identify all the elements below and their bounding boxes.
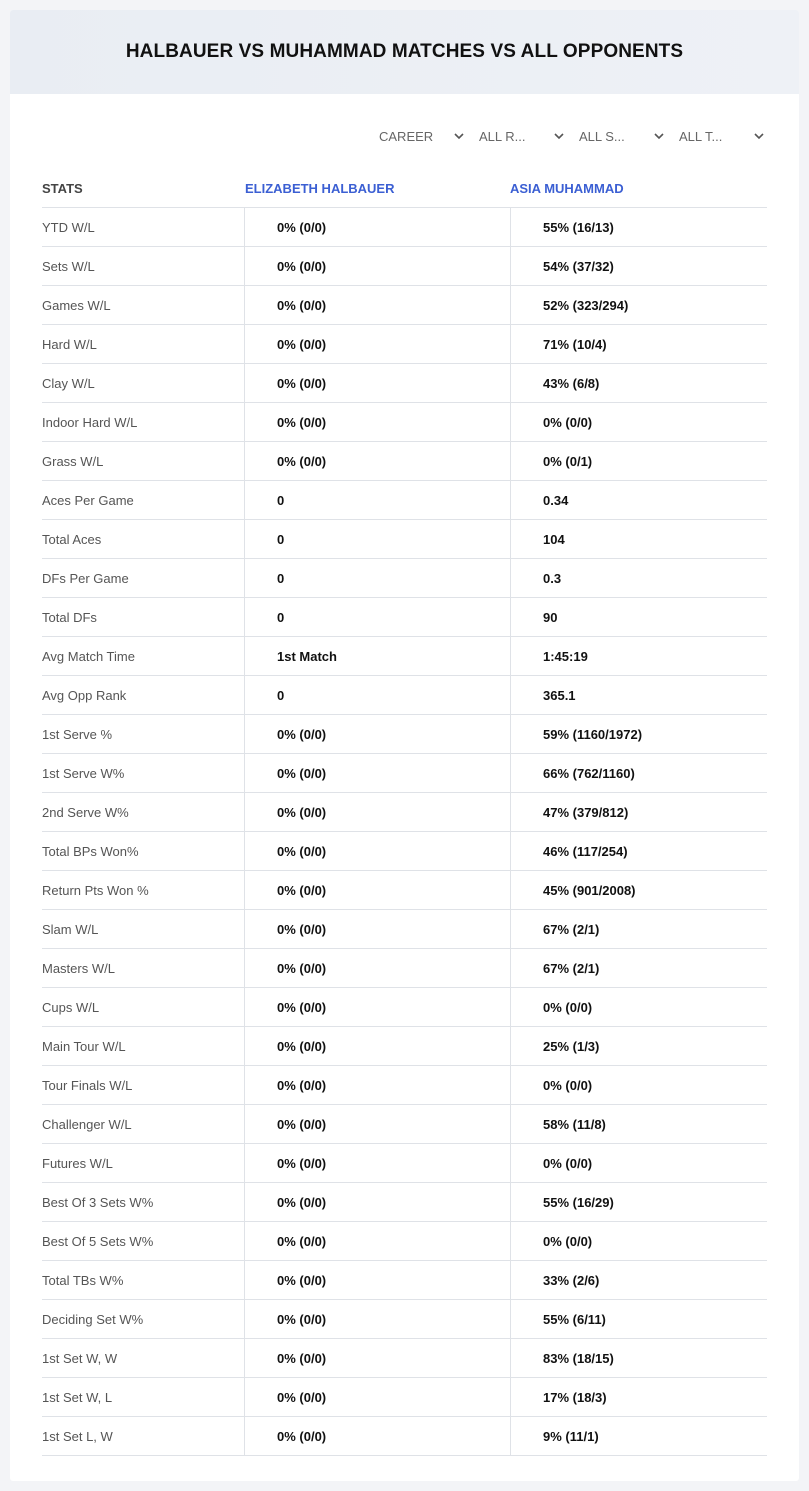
table-row: [42, 403, 767, 442]
player-1-value: 0% (0/0): [245, 832, 511, 870]
table-row: [42, 1417, 767, 1456]
player-1-value: 0% (0/0): [245, 286, 511, 324]
stat-label: Hard W/L: [42, 325, 245, 363]
table-row: [42, 754, 767, 793]
table-row: [42, 286, 767, 325]
stats-card: [10, 10, 799, 1481]
player-1-value: 0% (0/0): [245, 247, 511, 285]
stat-label: Masters W/L: [42, 949, 245, 987]
table-row: [42, 1261, 767, 1300]
player-2-value: 59% (1160/1972): [543, 726, 643, 742]
player-2-value: 0% (0/1): [543, 453, 593, 469]
filter-bar: [379, 126, 765, 146]
player-1-value: 0: [245, 481, 511, 519]
chevron-down-icon: [453, 130, 465, 142]
player-2-value: 54% (37/32): [543, 258, 614, 274]
player-1-value: 0% (0/0): [245, 1027, 511, 1065]
player-1-value: 0% (0/0): [245, 1300, 511, 1338]
player-1-value: 0% (0/0): [245, 442, 511, 480]
filter-period-label: CAREER: [379, 128, 434, 144]
stat-label: Cups W/L: [42, 988, 245, 1026]
table-row: [42, 715, 767, 754]
player-1-value: 0% (0/0): [245, 1261, 511, 1299]
chevron-down-icon: [653, 130, 665, 142]
player-1-value: 0% (0/0): [245, 364, 511, 402]
player-2-value: 0% (0/0): [543, 414, 593, 430]
player-1-value: 0% (0/0): [245, 1339, 511, 1377]
player-1-value: 0: [245, 559, 511, 597]
player-1-value: 0% (0/0): [245, 1066, 511, 1104]
player-2-value: 0.3: [543, 570, 562, 586]
player-2-value: 17% (18/3): [543, 1389, 607, 1405]
player-2-value: 46% (117/254): [543, 843, 628, 859]
player-2-value: 45% (901/2008): [543, 882, 636, 898]
table-row: [42, 1222, 767, 1261]
player-2-value: 0% (0/0): [543, 1155, 593, 1171]
table-row: [42, 481, 767, 520]
table-row: [42, 1066, 767, 1105]
table-row: [42, 1378, 767, 1417]
stat-label: Main Tour W/L: [42, 1027, 245, 1065]
player-2-value: 0% (0/0): [543, 1077, 593, 1093]
player-2-value: 67% (2/1): [543, 921, 600, 937]
table-row: [42, 1144, 767, 1183]
player-1-value: 0% (0/0): [245, 325, 511, 363]
player-1-value: 0% (0/0): [245, 1105, 511, 1143]
stat-label: Slam W/L: [42, 910, 245, 948]
table-row: [42, 364, 767, 403]
filter-surface-label: ALL S...: [579, 128, 625, 144]
player-2-value: 0% (0/0): [543, 1233, 593, 1249]
player-1-value: 0% (0/0): [245, 1183, 511, 1221]
stat-label: Avg Match Time: [42, 637, 245, 675]
player-1-value: 0% (0/0): [245, 793, 511, 831]
table-row: [42, 598, 767, 637]
player-1-value: 0% (0/0): [245, 988, 511, 1026]
player-2-value: 55% (6/11): [543, 1311, 606, 1327]
stats-table: [42, 170, 767, 1456]
filter-tournament-select[interactable]: [679, 126, 765, 146]
filter-period-select[interactable]: [379, 126, 465, 146]
table-row: [42, 1339, 767, 1378]
player-2-value: 25% (1/3): [543, 1038, 600, 1054]
stat-label: Deciding Set W%: [42, 1300, 245, 1338]
player-2-value: 104: [543, 531, 565, 547]
stat-label: 1st Serve W%: [42, 754, 245, 792]
chevron-down-icon: [553, 130, 565, 142]
stat-label: Total TBs W%: [42, 1261, 245, 1299]
chevron-down-icon: [753, 130, 765, 142]
table-row: [42, 871, 767, 910]
stat-label: Avg Opp Rank: [42, 676, 245, 714]
player-1-value: 0% (0/0): [245, 871, 511, 909]
table-row: [42, 988, 767, 1027]
stat-label: Futures W/L: [42, 1144, 245, 1182]
column-header-stats: STATS: [42, 181, 83, 196]
stat-label: 1st Set W, L: [42, 1378, 245, 1416]
player-1-value: 0% (0/0): [245, 715, 511, 753]
player-1-value: 0% (0/0): [245, 1144, 511, 1182]
stat-label: Grass W/L: [42, 442, 245, 480]
stat-label: Indoor Hard W/L: [42, 403, 245, 441]
table-row: [42, 1300, 767, 1339]
stat-label: Total DFs: [42, 598, 245, 636]
table-row: [42, 676, 767, 715]
player-2-value: 52% (323/294): [543, 297, 629, 313]
stat-label: Sets W/L: [42, 247, 245, 285]
table-header: [42, 170, 767, 208]
table-row: [42, 637, 767, 676]
player-1-value: 0% (0/0): [245, 949, 511, 987]
player-2-value: 58% (11/8): [543, 1116, 606, 1132]
column-header-player-1[interactable]: ELIZABETH HALBAUER: [245, 181, 395, 196]
player-2-value: 1:45:19: [543, 648, 588, 664]
table-row: [42, 832, 767, 871]
column-header-player-2[interactable]: ASIA MUHAMMAD: [510, 181, 624, 196]
stat-label: 1st Serve %: [42, 715, 245, 753]
table-row: [42, 793, 767, 832]
player-2-value: 71% (10/4): [543, 336, 607, 352]
player-1-value: 1st Match: [245, 637, 511, 675]
player-1-value: 0: [245, 598, 511, 636]
player-2-value: 43% (6/8): [543, 375, 600, 391]
player-2-value: 55% (16/13): [543, 219, 614, 235]
player-2-value: 0% (0/0): [543, 999, 593, 1015]
table-body: [42, 208, 767, 1456]
stat-label: Tour Finals W/L: [42, 1066, 245, 1104]
filter-round-label: ALL R...: [479, 128, 526, 144]
stat-label: Return Pts Won %: [42, 871, 245, 909]
player-1-value: 0: [245, 520, 511, 558]
stat-label: Challenger W/L: [42, 1105, 245, 1143]
table-row: [42, 325, 767, 364]
stat-label: Best Of 5 Sets W%: [42, 1222, 245, 1260]
player-1-value: 0: [245, 676, 511, 714]
player-1-value: 0% (0/0): [245, 1222, 511, 1260]
player-1-value: 0% (0/0): [245, 403, 511, 441]
table-row: [42, 247, 767, 286]
filter-surface-select[interactable]: [579, 126, 665, 146]
table-row: [42, 1105, 767, 1144]
player-2-value: 83% (18/15): [543, 1350, 614, 1366]
player-2-value: 66% (762/1160): [543, 765, 635, 781]
card-header: [10, 10, 799, 94]
stat-label: 2nd Serve W%: [42, 793, 245, 831]
player-1-value: 0% (0/0): [245, 208, 511, 246]
table-row: [42, 1027, 767, 1066]
player-1-value: 0% (0/0): [245, 1417, 511, 1455]
filter-round-select[interactable]: [479, 126, 565, 146]
player-2-value: 33% (2/6): [543, 1272, 600, 1288]
page-title: HALBAUER VS MUHAMMAD MATCHES VS ALL OPPONENTS: [125, 41, 684, 62]
player-2-value: 90: [543, 609, 558, 625]
stat-label: Games W/L: [42, 286, 245, 324]
stat-label: Total Aces: [42, 520, 245, 558]
table-row: [42, 442, 767, 481]
stat-label: 1st Set L, W: [42, 1417, 245, 1455]
stat-label: DFs Per Game: [42, 559, 245, 597]
player-2-value: 365.1: [543, 687, 576, 703]
stat-label: Total BPs Won%: [42, 832, 245, 870]
table-row: [42, 949, 767, 988]
player-1-value: 0% (0/0): [245, 910, 511, 948]
stat-label: 1st Set W, W: [42, 1339, 245, 1377]
filter-tournament-label: ALL T...: [679, 128, 723, 144]
player-2-value: 0.34: [543, 492, 569, 508]
stat-label: YTD W/L: [42, 208, 245, 246]
player-2-value: 9% (11/1): [543, 1428, 599, 1444]
player-2-value: 67% (2/1): [543, 960, 600, 976]
table-row: [42, 910, 767, 949]
player-1-value: 0% (0/0): [245, 1378, 511, 1416]
table-row: [42, 559, 767, 598]
table-row: [42, 208, 767, 247]
player-1-value: 0% (0/0): [245, 754, 511, 792]
stat-label: Clay W/L: [42, 364, 245, 402]
player-2-value: 55% (16/29): [543, 1194, 614, 1210]
player-2-value: 47% (379/812): [543, 804, 629, 820]
table-row: [42, 1183, 767, 1222]
table-row: [42, 520, 767, 559]
stat-label: Best Of 3 Sets W%: [42, 1183, 245, 1221]
stat-label: Aces Per Game: [42, 481, 245, 519]
